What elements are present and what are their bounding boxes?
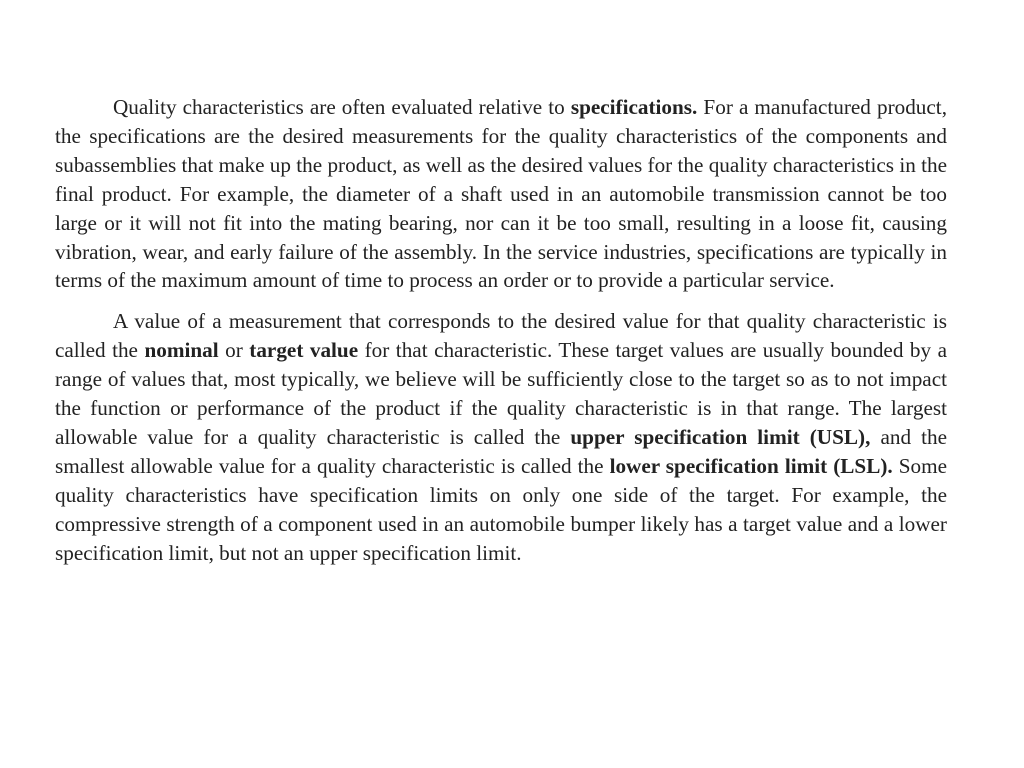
paragraph-text: and the smallest allowable value for a quality characteristic is called the xyxy=(55,424,948,478)
bold-term-nominal: nominal xyxy=(144,338,219,363)
text-body xyxy=(55,93,947,580)
paragraph-text: For a manufactured product, the specifications are the desired measurements for the quality characteristics of the components and subassemblies that make up the product, as well as the desired values for the quality characteristics in the final product. For example, the diameter of a shaft used in an automobile transmission cannot be too large or it will not fit into the mating bearing, nor can it be too small, resulting in a loose fit, causing vibration, wear, and early failure of the assembly. In the service industries, specifications are typically in terms of the maximum amount of time to process an order or to provide a particular service. xyxy=(55,95,947,293)
bold-term-specifications: specifications. xyxy=(570,95,698,119)
bold-term-target-value: target value xyxy=(249,338,359,363)
paragraph-2 xyxy=(55,307,947,567)
paragraph-text: Quality characteristics are often evaluated relative to xyxy=(113,95,571,119)
paragraph-text: or xyxy=(218,338,250,363)
paragraph-text: Some quality characteristics have specification limits on only one side of the target. For example, the compressive strength of a component used in an automobile bumper likely has a target value and a lower specification limit, but not an upper specification limit. xyxy=(55,453,948,565)
bold-term-lsl: lower specification limit (LSL). xyxy=(609,453,893,478)
bold-term-usl: upper specification limit (USL), xyxy=(570,424,871,449)
paragraph-text: A value of a measurement that corresponds to the desired value for that quality characteristic is called the xyxy=(55,309,947,363)
paragraph-text: for that characteristic. These target values are usually bounded by a range of values that, most typically, we believe will be sufficiently close to the target so as to not impact the function or performance of the product if the quality characteristic is in that range. The largest allowable value for a quality characteristic is called the xyxy=(55,338,947,449)
paragraph-1 xyxy=(55,93,947,295)
